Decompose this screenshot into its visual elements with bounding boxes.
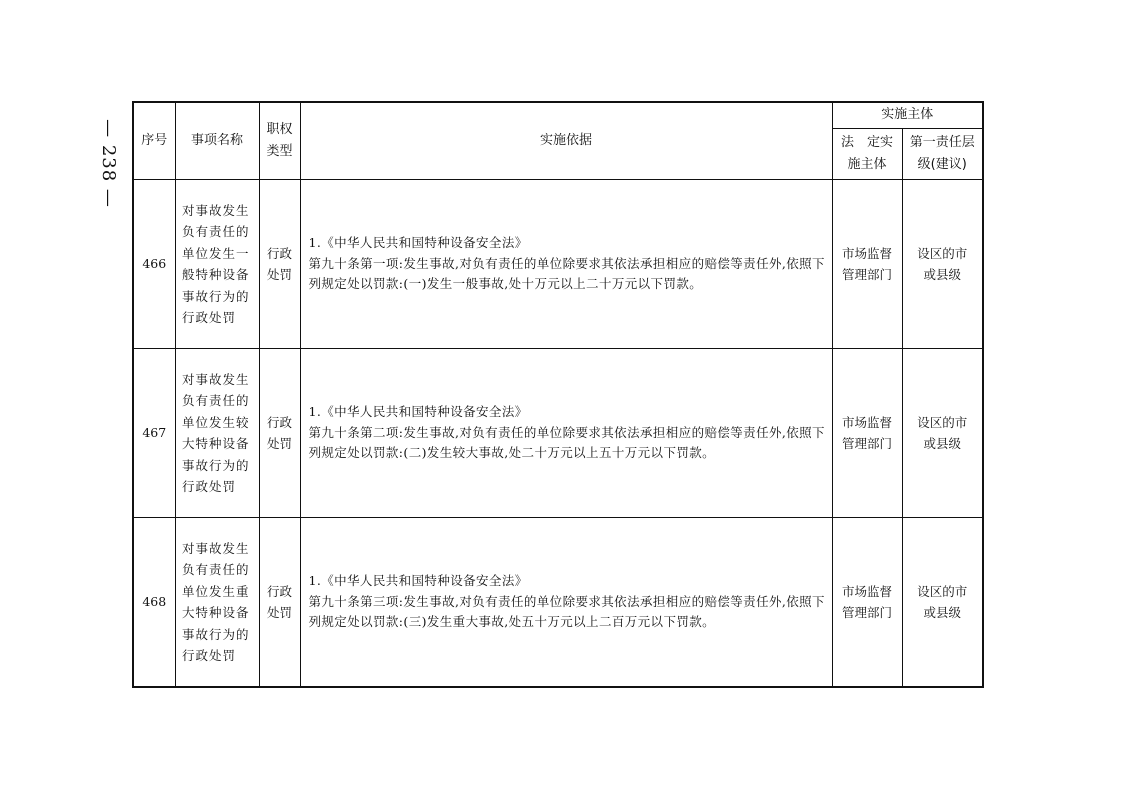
header-type-label: 职权类型 xyxy=(266,121,293,159)
row-basis-body: 第九十条第二项:发生事故,对负有责任的单位除要求其依法承担相应的赔偿等责任外,依照下列规定处以罚款:(二)发生较大事故,处二十万元以上五十万元以下罚款。 xyxy=(308,424,825,461)
header-row-top xyxy=(133,102,983,129)
row-legal-subject: 市场监督管理部门 xyxy=(841,414,892,451)
row-name: 对事故发生负有责任的单位发生一般特种设备事故行为的行政处罚 xyxy=(182,202,250,325)
row-type: 行政处罚 xyxy=(266,583,292,620)
row-basis-title: 1.《中华人民共和国特种设备安全法》 xyxy=(308,235,528,251)
page-number: — 238 — xyxy=(97,118,119,208)
row-basis xyxy=(309,233,826,295)
row-responsibility-level-cell xyxy=(902,518,983,688)
header-type xyxy=(259,102,300,180)
table-row xyxy=(133,518,983,688)
table-header xyxy=(133,102,983,180)
row-legal-subject-cell xyxy=(832,180,902,349)
row-basis-title: 1.《中华人民共和国特种设备安全法》 xyxy=(308,573,528,589)
row-index: 467 xyxy=(133,349,175,518)
table-row xyxy=(133,180,983,349)
header-subject: 实施主体 xyxy=(832,102,983,129)
row-responsibility-level: 设区的市或县级 xyxy=(917,414,968,451)
header-responsibility-level xyxy=(902,129,983,180)
row-legal-subject: 市场监督管理部门 xyxy=(841,245,892,282)
row-legal-subject-cell xyxy=(832,349,902,518)
row-type-cell xyxy=(259,349,300,518)
header-responsibility-level-label: 第一责任层级(建议) xyxy=(909,134,975,172)
row-basis-cell xyxy=(300,180,832,349)
administrative-penalty-table xyxy=(132,101,984,688)
row-index: 466 xyxy=(133,180,175,349)
row-basis-cell xyxy=(300,349,832,518)
row-name: 对事故发生负有责任的单位发生较大特种设备事故行为的行政处罚 xyxy=(182,371,250,494)
row-legal-subject-cell xyxy=(832,518,902,688)
row-basis-body: 第九十条第一项:发生事故,对负有责任的单位除要求其依法承担相应的赔偿等责任外,依照下列规定处以罚款:(一)发生一般事故,处十万元以上二十万元以下罚款。 xyxy=(308,255,825,292)
header-legal-subject-label: 法 定实施主体 xyxy=(840,134,893,172)
table-body xyxy=(133,180,983,688)
header-name: 事项名称 xyxy=(175,102,259,180)
header-index: 序号 xyxy=(133,102,175,180)
row-name-cell xyxy=(175,518,259,688)
row-basis-body: 第九十条第三项:发生事故,对负有责任的单位除要求其依法承担相应的赔偿等责任外,依照下列规定处以罚款:(三)发生重大事故,处五十万元以上二百万元以下罚款。 xyxy=(308,593,825,630)
header-basis: 实施依据 xyxy=(300,102,832,180)
row-name-cell xyxy=(175,349,259,518)
row-basis xyxy=(309,571,826,633)
row-responsibility-level: 设区的市或县级 xyxy=(917,583,968,620)
row-type-cell xyxy=(259,180,300,349)
row-name-cell xyxy=(175,180,259,349)
row-responsibility-level-cell xyxy=(902,349,983,518)
table-row xyxy=(133,349,983,518)
row-type: 行政处罚 xyxy=(266,245,292,282)
row-basis xyxy=(309,402,826,464)
page-number-container xyxy=(86,118,130,208)
row-name: 对事故发生负有责任的单位发生重大特种设备事故行为的行政处罚 xyxy=(182,540,250,663)
row-basis-title: 1.《中华人民共和国特种设备安全法》 xyxy=(308,404,528,420)
row-type-cell xyxy=(259,518,300,688)
row-basis-cell xyxy=(300,518,832,688)
row-legal-subject: 市场监督管理部门 xyxy=(841,583,892,620)
row-type: 行政处罚 xyxy=(266,414,292,451)
row-responsibility-level-cell xyxy=(902,180,983,349)
row-responsibility-level: 设区的市或县级 xyxy=(917,245,968,282)
row-index: 468 xyxy=(133,518,175,688)
header-legal-subject xyxy=(832,129,902,180)
